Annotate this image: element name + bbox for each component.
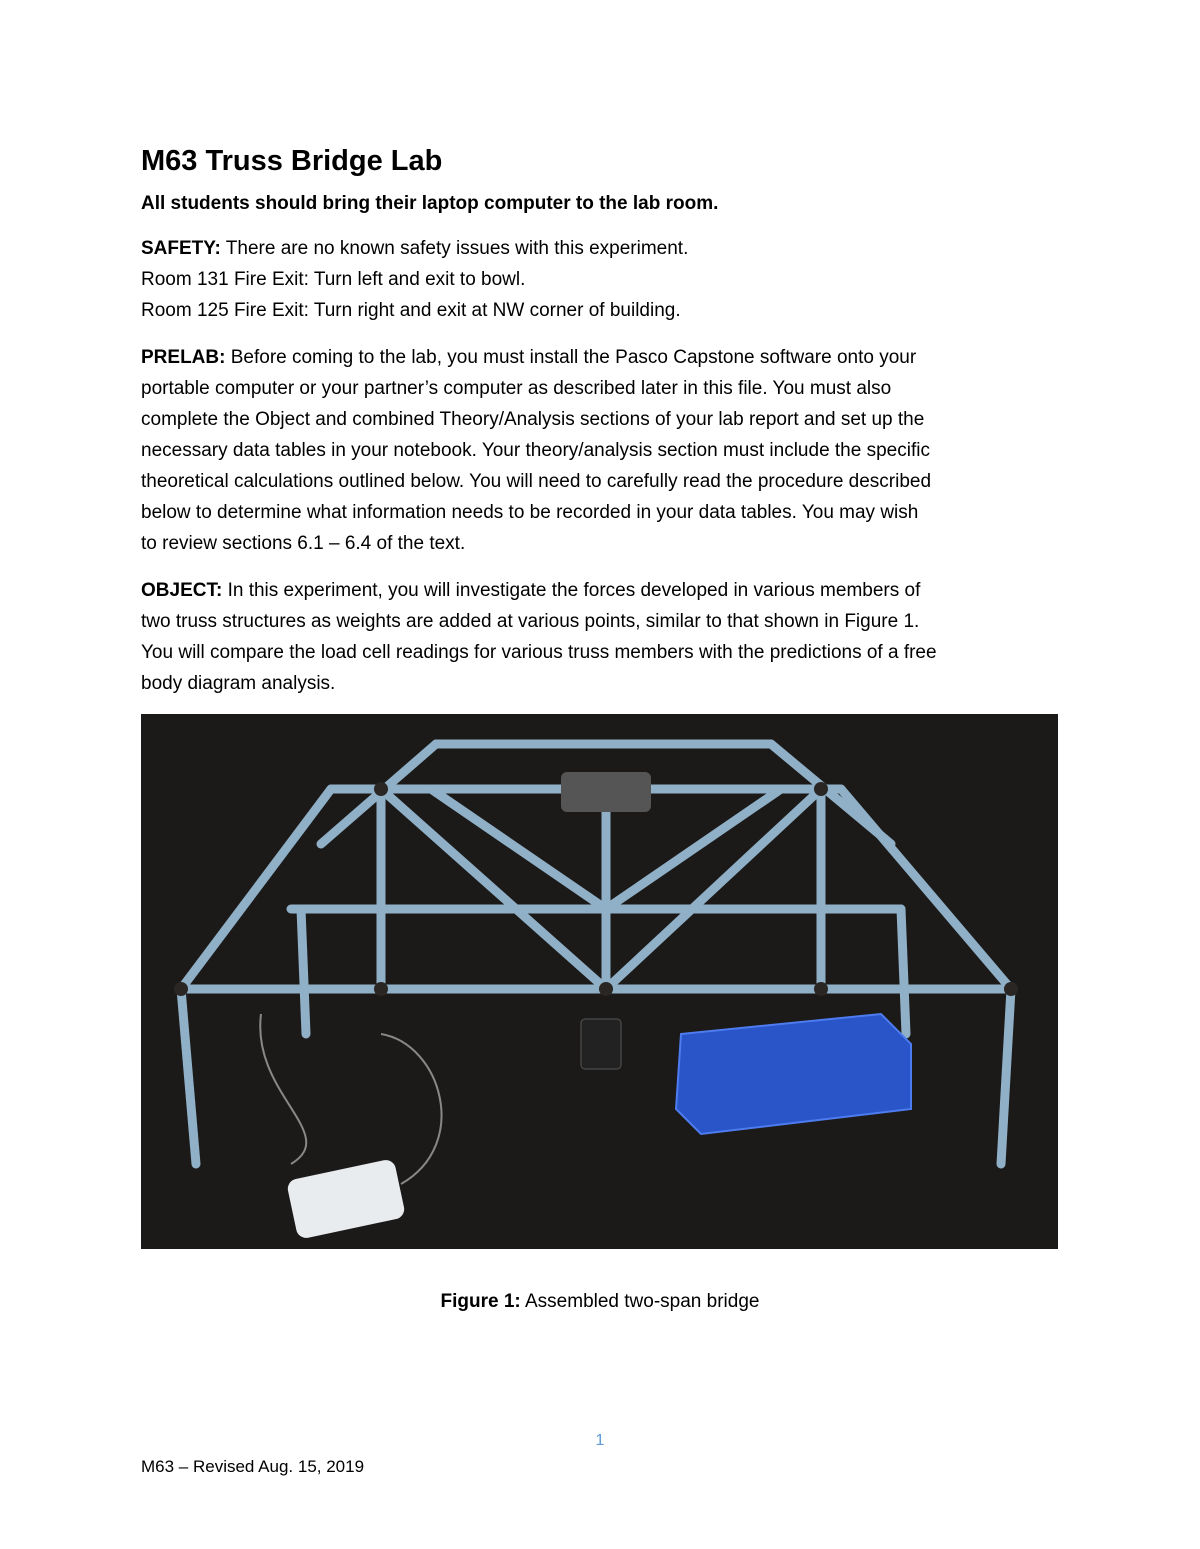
- prelab-line: theoretical calculations outlined below. You will need to carefully read the procedure described: [141, 471, 932, 492]
- object-line: body diagram analysis.: [141, 673, 336, 694]
- object-text: In this experiment, you will investigate the forces developed in various members of: [222, 580, 921, 601]
- figure-label: Figure 1:: [440, 1291, 521, 1312]
- object-label: OBJECT:: [141, 580, 223, 601]
- footer-revision: M63 – Revised Aug. 15, 2019: [141, 1457, 365, 1476]
- prelab-line: to review sections 6.1 – 6.4 of the text.: [141, 533, 466, 554]
- prelab-line: necessary data tables in your notebook. Your theory/analysis section must include the specific: [141, 440, 930, 461]
- bridge-photo: [141, 714, 1058, 1249]
- fire-exit-131: Room 131 Fire Exit: Turn left and exit to bowl.: [141, 269, 526, 290]
- safety-text: There are no known safety issues with this experiment.: [220, 238, 689, 259]
- figure-caption-text: Assembled two-span bridge: [520, 1291, 760, 1312]
- object-line: [141, 579, 920, 603]
- prelab-line: [141, 346, 916, 370]
- figure-caption: [0, 1291, 1200, 1313]
- object-line: You will compare the load cell readings for various truss members with the predictions of a free: [141, 642, 937, 663]
- safety-label: SAFETY:: [141, 238, 221, 259]
- object-line: two truss structures as weights are added at various points, similar to that shown in Figure 1.: [141, 611, 920, 632]
- subtitle: All students should bring their laptop computer to the lab room.: [141, 193, 719, 214]
- prelab-line: below to determine what information needs to be recorded in your data tables. You may wish: [141, 502, 919, 523]
- fire-exit-125: Room 125 Fire Exit: Turn right and exit at NW corner of building.: [141, 300, 681, 321]
- page-number: 1: [595, 1432, 605, 1449]
- prelab-line: complete the Object and combined Theory/Analysis sections of your lab report and set up the: [141, 409, 925, 430]
- prelab-line: portable computer or your partner’s computer as described later in this file. You must also: [141, 378, 892, 399]
- prelab-text: Before coming to the lab, you must install the Pasco Capstone software onto your: [225, 347, 917, 368]
- safety-line: [141, 237, 688, 261]
- page-title: M63 Truss Bridge Lab: [141, 145, 443, 177]
- prelab-label: PRELAB:: [141, 347, 226, 368]
